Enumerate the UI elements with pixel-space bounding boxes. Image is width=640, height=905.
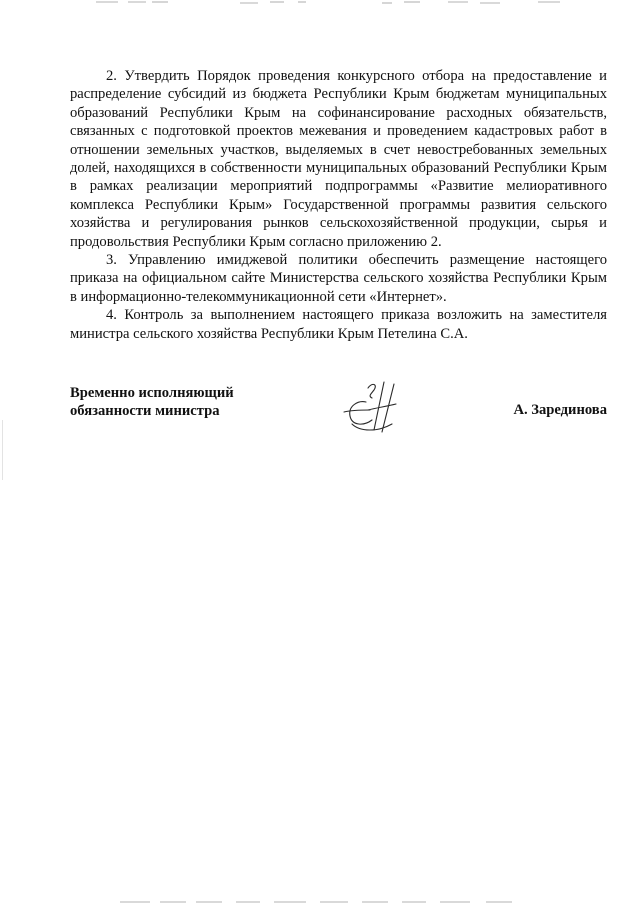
scan-artifact-top xyxy=(0,0,640,6)
signer-title-line-1: Временно исполняющий xyxy=(70,385,234,401)
signer-name: А. Зарединова xyxy=(513,402,607,418)
scan-edge-artifact xyxy=(2,420,3,480)
signer-title-line-2: обязанности министра xyxy=(70,403,220,420)
document-body xyxy=(70,67,607,343)
signer-title xyxy=(70,384,234,421)
paragraph-4: 4. Контроль за выполнением настоящего приказа возложить на заместителя министра сельского хозяйства Республики Крым Петелина С.А. xyxy=(70,307,607,342)
handwritten-signature-icon xyxy=(338,380,408,436)
paragraph-2: 2. Утвердить Порядок проведения конкурсного отбора на предоставление и распределение субсидий из бюджета Республики Крым бюджетам муниципальных образований Республики Крым на софинансирование расходных обязательств, связанных с подготовкой проектов межевания и проведением кадастровых работ в отношении земельных участков, выделяемых в счет невостребованных земельных долей, находящихся в собственности муниципальных образований Республики Крым в рамках реализации мероприятий подпрограммы «Развитие мелиоративного комплекса Республики Крым» Государственной программы развития сельского хозяйства и регулирования рынков сельскохозяйственной продукции, сырья и продовольствия Республики Крым согласно приложению 2. xyxy=(70,68,607,250)
signature-block xyxy=(70,384,607,444)
scan-artifact-bottom xyxy=(0,899,640,905)
paragraph-3: 3. Управлению имиджевой политики обеспечить размещение настоящего приказа на официальном сайте Министерства сельского хозяйства Республики Крым в информационно-телекоммуникационной сети «Интернет». xyxy=(70,252,607,305)
